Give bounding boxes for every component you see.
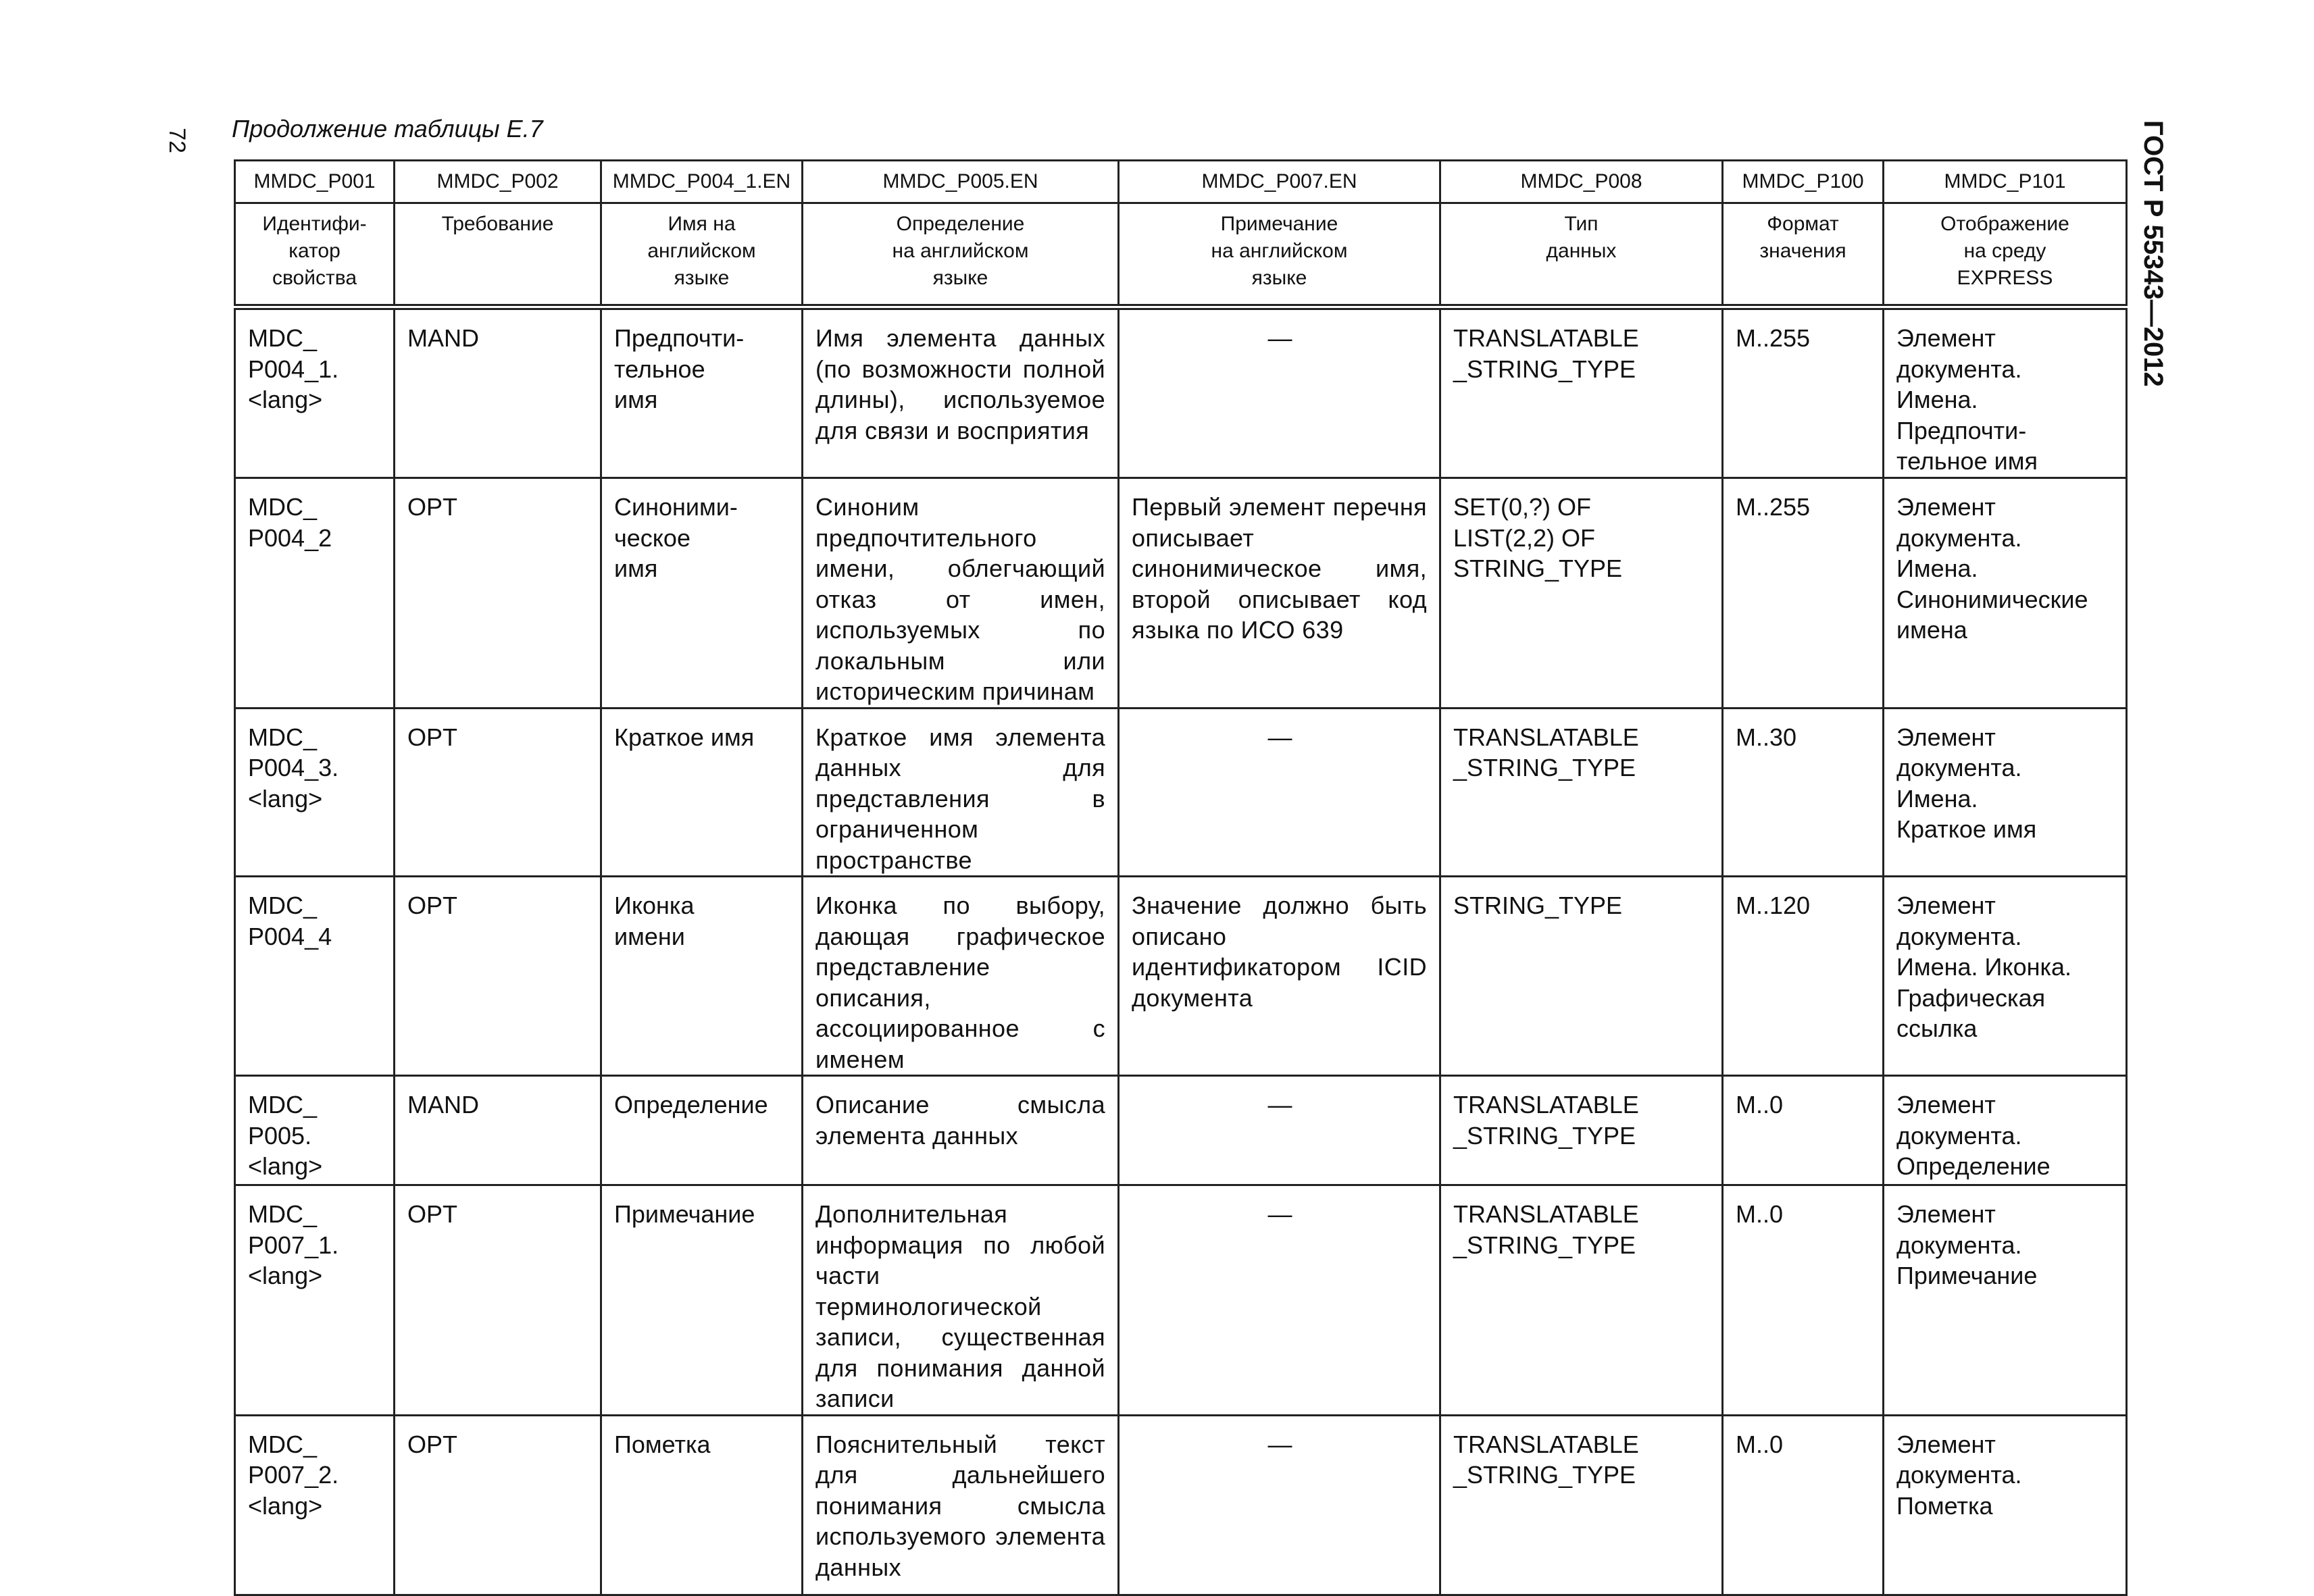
page-number: 72 (164, 128, 190, 153)
cell-note: — (1119, 307, 1440, 478)
column-label-row (235, 203, 2127, 307)
cell-express: Элемент документа. Имена. Синонимические имена (1884, 478, 2127, 709)
cell-name: Предпочти- тельное имя (601, 307, 803, 478)
cell-definition: Краткое имя элемента данных для представления в ограниченном пространстве (803, 708, 1119, 877)
cell-format: M..0 (1723, 1415, 1884, 1595)
column-label: Требование (395, 203, 601, 307)
cell-name: Пометка (601, 1415, 803, 1595)
cell-note: Значение должно быть описано идентификатором ICID документа (1119, 877, 1440, 1076)
column-label: Формат значения (1723, 203, 1884, 307)
cell-express: Элемент документа. Определение (1884, 1076, 2127, 1185)
cell-id: MDC_ P007_2. <lang> (235, 1415, 395, 1595)
column-code: MMDC_P008 (1440, 161, 1723, 203)
column-label: Имя на английском языке (601, 203, 803, 307)
cell-note: — (1119, 1076, 1440, 1185)
table-row (235, 478, 2127, 709)
column-code: MMDC_P101 (1884, 161, 2127, 203)
table-row (235, 1076, 2127, 1185)
column-label: Определение на английском языке (803, 203, 1119, 307)
column-code: MMDC_P100 (1723, 161, 1884, 203)
cell-format: M..255 (1723, 307, 1884, 478)
cell-express: Элемент документа. Пометка (1884, 1415, 2127, 1595)
cell-name: Примечание (601, 1185, 803, 1416)
cell-requirement: OPT (395, 877, 601, 1076)
cell-data-type: SET(0,?) OF LIST(2,2) OF STRING_TYPE (1440, 478, 1723, 709)
cell-note: — (1119, 1185, 1440, 1416)
column-code: MMDC_P005.EN (803, 161, 1119, 203)
property-table (234, 159, 2128, 1596)
cell-format: M..30 (1723, 708, 1884, 877)
cell-data-type: TRANSLATABLE _STRING_TYPE (1440, 1076, 1723, 1185)
cell-format: M..0 (1723, 1185, 1884, 1416)
column-label: Примечание на английском языке (1119, 203, 1440, 307)
column-code: MMDC_P004_1.EN (601, 161, 803, 203)
cell-format: M..120 (1723, 877, 1884, 1076)
cell-requirement: MAND (395, 1076, 601, 1185)
cell-note: — (1119, 708, 1440, 877)
cell-note: — (1119, 1415, 1440, 1595)
document-code: ГОСТ Р 55343—2012 (2138, 120, 2168, 387)
cell-id: MDC_ P004_3. <lang> (235, 708, 395, 877)
cell-definition: Описание смысла элемента данных (803, 1076, 1119, 1185)
column-label: Тип данных (1440, 203, 1723, 307)
cell-id: MDC_ P005. <lang> (235, 1076, 395, 1185)
table-row (235, 1415, 2127, 1595)
cell-id: MDC_ P004_2 (235, 478, 395, 709)
cell-name: Краткое имя (601, 708, 803, 877)
table-row (235, 708, 2127, 877)
cell-requirement: OPT (395, 1185, 601, 1416)
cell-requirement: MAND (395, 307, 601, 478)
table-row (235, 307, 2127, 478)
cell-requirement: OPT (395, 478, 601, 709)
cell-data-type: TRANSLATABLE _STRING_TYPE (1440, 1185, 1723, 1416)
cell-name: Иконка имени (601, 877, 803, 1076)
cell-id: MDC_ P004_1. <lang> (235, 307, 395, 478)
cell-format: M..0 (1723, 1076, 1884, 1185)
table-row (235, 1185, 2127, 1416)
cell-definition: Синоним предпочтительного имени, облегчающий отказ от имен, используемых по локальным или историческим причинам (803, 478, 1119, 709)
column-code: MMDC_P007.EN (1119, 161, 1440, 203)
cell-data-type: STRING_TYPE (1440, 877, 1723, 1076)
table-row (235, 877, 2127, 1076)
cell-id: MDC_ P007_1. <lang> (235, 1185, 395, 1416)
column-label: Идентифи- катор свойства (235, 203, 395, 307)
cell-data-type: TRANSLATABLE _STRING_TYPE (1440, 307, 1723, 478)
column-code: MMDC_P001 (235, 161, 395, 203)
cell-express: Элемент документа. Примечание (1884, 1185, 2127, 1416)
cell-express: Элемент документа. Имена. Иконка. Графическая ссылка (1884, 877, 2127, 1076)
column-code: MMDC_P002 (395, 161, 601, 203)
column-code-row (235, 161, 2127, 203)
cell-definition: Имя элемента данных (по возможности полной длины), используемое для связи и восприятия (803, 307, 1119, 478)
table-continuation-caption: Продолжение таблицы Е.7 (232, 115, 543, 143)
cell-definition: Иконка по выбору, дающая графическое представление описания, ассоциированное с именем (803, 877, 1119, 1076)
cell-id: MDC_ P004_4 (235, 877, 395, 1076)
cell-note: Первый элемент перечня описывает синонимическое имя, второй описывает код языка по ИСО 639 (1119, 478, 1440, 709)
cell-format: M..255 (1723, 478, 1884, 709)
cell-requirement: OPT (395, 708, 601, 877)
cell-name: Синоними- ческое имя (601, 478, 803, 709)
cell-name: Определение (601, 1076, 803, 1185)
cell-definition: Пояснительный текст для дальнейшего понимания смысла используемого элемента данных (803, 1415, 1119, 1595)
cell-requirement: OPT (395, 1415, 601, 1595)
column-label: Отображение на среду EXPRESS (1884, 203, 2127, 307)
cell-express: Элемент документа. Имена. Предпочти- тельное имя (1884, 307, 2127, 478)
cell-definition: Дополнительная информация по любой части терминологической записи, существенная для понимания данной записи (803, 1185, 1119, 1416)
cell-data-type: TRANSLATABLE _STRING_TYPE (1440, 708, 1723, 877)
cell-express: Элемент документа. Имена. Краткое имя (1884, 708, 2127, 877)
cell-data-type: TRANSLATABLE _STRING_TYPE (1440, 1415, 1723, 1595)
